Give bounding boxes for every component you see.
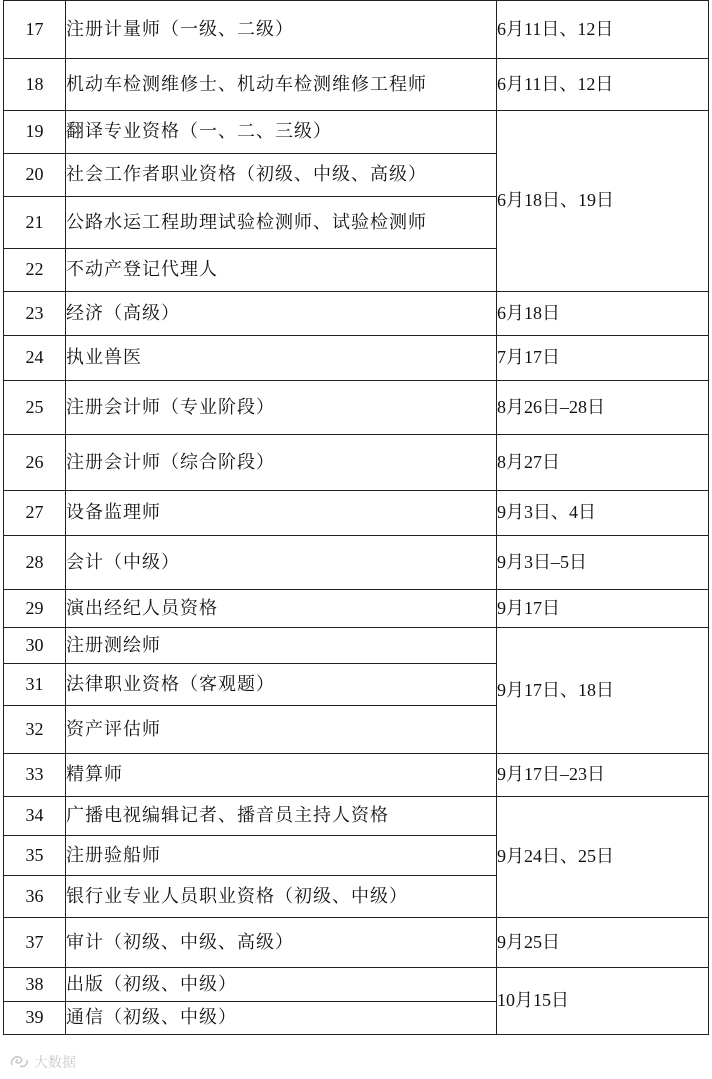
exam-date: 7月17日 xyxy=(497,336,709,381)
exam-date: 10月15日 xyxy=(497,968,709,1035)
exam-name: 注册会计师（综合阶段） xyxy=(66,435,497,491)
exam-name: 注册计量师（一级、二级） xyxy=(66,1,497,59)
exam-date: 9月17日、18日 xyxy=(497,628,709,754)
row-number: 26 xyxy=(4,435,66,491)
table-row xyxy=(4,491,709,536)
row-number: 34 xyxy=(4,797,66,836)
exam-schedule-table xyxy=(3,0,709,1035)
table-row xyxy=(4,111,709,154)
row-number: 33 xyxy=(4,754,66,797)
row-number: 28 xyxy=(4,536,66,590)
table-row xyxy=(4,536,709,590)
row-number: 20 xyxy=(4,154,66,197)
row-number: 35 xyxy=(4,836,66,876)
exam-date: 6月11日、12日 xyxy=(497,1,709,59)
table-row xyxy=(4,59,709,111)
exam-name: 注册验船师 xyxy=(66,836,497,876)
row-number: 37 xyxy=(4,918,66,968)
table-row xyxy=(4,292,709,336)
row-number: 24 xyxy=(4,336,66,381)
table-row xyxy=(4,628,709,664)
table-row xyxy=(4,435,709,491)
row-number: 36 xyxy=(4,876,66,918)
table-row xyxy=(4,968,709,1002)
table-row xyxy=(4,590,709,628)
row-number: 30 xyxy=(4,628,66,664)
exam-date: 9月3日、4日 xyxy=(497,491,709,536)
row-number: 39 xyxy=(4,1002,66,1035)
row-number: 23 xyxy=(4,292,66,336)
watermark-text: 大数据 xyxy=(34,1055,76,1071)
exam-date: 9月17日–23日 xyxy=(497,754,709,797)
exam-date: 9月25日 xyxy=(497,918,709,968)
exam-name: 经济（高级） xyxy=(66,292,497,336)
exam-name: 机动车检测维修士、机动车检测维修工程师 xyxy=(66,59,497,111)
exam-name: 执业兽医 xyxy=(66,336,497,381)
exam-name: 出版（初级、中级） xyxy=(66,968,497,1002)
exam-name: 翻译专业资格（一、二、三级） xyxy=(66,111,497,154)
exam-name: 社会工作者职业资格（初级、中级、高级） xyxy=(66,154,497,197)
exam-name: 会计（中级） xyxy=(66,536,497,590)
table-row xyxy=(4,754,709,797)
exam-date: 6月18日 xyxy=(497,292,709,336)
exam-name: 演出经纪人员资格 xyxy=(66,590,497,628)
row-number: 17 xyxy=(4,1,66,59)
exam-name: 广播电视编辑记者、播音员主持人资格 xyxy=(66,797,497,836)
exam-date: 9月3日–5日 xyxy=(497,536,709,590)
exam-name: 公路水运工程助理试验检测师、试验检测师 xyxy=(66,197,497,249)
exam-schedule-body xyxy=(4,1,709,1035)
exam-date: 9月24日、25日 xyxy=(497,797,709,918)
logo-swirl-icon xyxy=(8,1053,30,1071)
exam-date: 6月18日、19日 xyxy=(497,111,709,292)
watermark xyxy=(8,1052,76,1072)
exam-name: 注册测绘师 xyxy=(66,628,497,664)
row-number: 31 xyxy=(4,664,66,706)
row-number: 22 xyxy=(4,249,66,292)
row-number: 21 xyxy=(4,197,66,249)
exam-name: 注册会计师（专业阶段） xyxy=(66,381,497,435)
exam-date: 8月27日 xyxy=(497,435,709,491)
exam-name: 精算师 xyxy=(66,754,497,797)
exam-name: 不动产登记代理人 xyxy=(66,249,497,292)
row-number: 27 xyxy=(4,491,66,536)
exam-name: 设备监理师 xyxy=(66,491,497,536)
row-number: 18 xyxy=(4,59,66,111)
table-row xyxy=(4,918,709,968)
exam-name: 通信（初级、中级） xyxy=(66,1002,497,1035)
exam-name: 银行业专业人员职业资格（初级、中级） xyxy=(66,876,497,918)
exam-name: 资产评估师 xyxy=(66,706,497,754)
exam-name: 审计（初级、中级、高级） xyxy=(66,918,497,968)
table-row xyxy=(4,381,709,435)
exam-date: 9月17日 xyxy=(497,590,709,628)
row-number: 25 xyxy=(4,381,66,435)
exam-date: 6月11日、12日 xyxy=(497,59,709,111)
table-row xyxy=(4,797,709,836)
table-row xyxy=(4,336,709,381)
row-number: 29 xyxy=(4,590,66,628)
table-row xyxy=(4,1,709,59)
row-number: 38 xyxy=(4,968,66,1002)
row-number: 19 xyxy=(4,111,66,154)
row-number: 32 xyxy=(4,706,66,754)
exam-name: 法律职业资格（客观题） xyxy=(66,664,497,706)
exam-date: 8月26日–28日 xyxy=(497,381,709,435)
